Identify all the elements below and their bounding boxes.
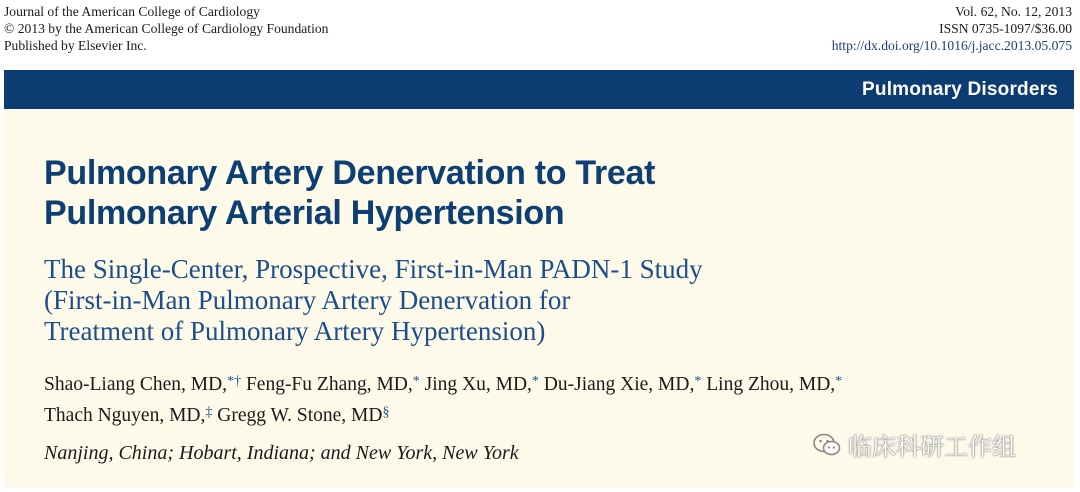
article-title — [44, 153, 655, 233]
author-line — [44, 369, 842, 400]
doi-link[interactable]: http://dx.doi.org/10.1016/j.jacc.2013.05.075 — [831, 38, 1072, 53]
author-name: Thach Nguyen, MD, — [44, 405, 206, 426]
title-line: Pulmonary Artery Denervation to Treat — [44, 154, 656, 192]
subtitle-line: The Single-Center, Prospective, First-in-Man PADN-1 Study — [44, 254, 703, 284]
author-name: Du-Jiang Xie, MD, — [538, 374, 695, 395]
watermark-text: 临床科研工作组 — [848, 433, 1016, 461]
volume-info — [832, 3, 1072, 54]
article-subtitle — [44, 254, 703, 347]
author-name: Shao-Liang Chen, MD, — [44, 374, 228, 395]
issn-line: ISSN 0735-1097/$36.00 — [939, 21, 1072, 36]
author-list — [44, 369, 842, 431]
copyright-line: © 2013 by the American College of Cardiology Foundation — [4, 21, 329, 36]
journal-info — [4, 3, 328, 54]
author-name: Gregg W. Stone, MD — [212, 405, 383, 426]
affiliation-mark: * — [835, 374, 843, 389]
title-line: Pulmonary Arterial Hypertension — [44, 194, 565, 232]
publisher-line: Published by Elsevier Inc. — [4, 38, 147, 53]
journal-name: Journal of the American College of Cardiology — [4, 4, 260, 19]
wechat-icon — [812, 432, 842, 458]
section-banner — [4, 70, 1074, 109]
author-name: Jing Xu, MD, — [419, 374, 532, 395]
affiliation-mark: ‡ — [205, 405, 213, 420]
author-name: Feng-Fu Zhang, MD, — [241, 374, 413, 395]
affiliation-mark: § — [382, 405, 390, 420]
subtitle-line: Treatment of Pulmonary Artery Hypertension) — [44, 316, 546, 346]
author-name: Ling Zhou, MD, — [701, 374, 836, 395]
section-label: Pulmonary Disorders — [862, 79, 1058, 100]
author-location: Nanjing, China; Hobart, Indiana; and New York, New York — [44, 442, 519, 464]
affiliation-mark: * — [531, 374, 539, 389]
watermark — [812, 427, 1016, 462]
author-line — [44, 400, 842, 431]
subtitle-line: (First-in-Man Pulmonary Artery Denervation for — [44, 285, 571, 315]
affiliation-mark: * — [412, 374, 420, 389]
affiliation-mark: *† — [227, 374, 242, 389]
affiliation-mark: * — [694, 374, 702, 389]
volume-line: Vol. 62, No. 12, 2013 — [955, 4, 1072, 19]
journal-header — [0, 0, 1080, 62]
